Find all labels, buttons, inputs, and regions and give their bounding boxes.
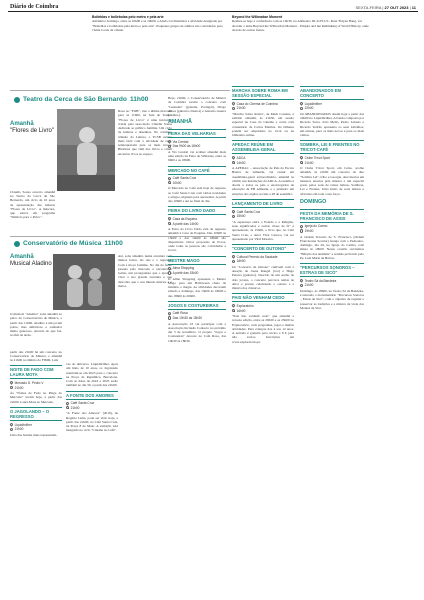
venue-label: Liquidbrilher: [304, 101, 322, 106]
location-pin-icon: [231, 304, 236, 309]
clock-icon: [168, 145, 171, 148]
column-1: [10, 312, 62, 592]
article-text: A Via Central vai acolher amanhã mais uma edição da Feira de Velharias, entre as 9h00 e as 18h00.: [168, 149, 226, 163]
kicker-flores: [10, 121, 55, 135]
time-label: 15h00: [236, 214, 246, 219]
event-time: [168, 144, 226, 148]
event-heading: APEDAC REÚNE EM ASSEMBLEIA-GERAL: [232, 140, 294, 154]
article-text: "A esperança entre o Estado e a Religião, seus significados e outras crises de fé" é apresentado, às 15h00, o livro que, no Café Santa Cruz, o autor Vitor Canoca, vai ser apresentado por Vital Moreira.: [232, 219, 294, 241]
article-text: O Mercado no Café está hoje de regresso ao Café Santa Cruz com várias novidades e artigos originais para apresentar. A partir das 10h00 e até ao final do dia.: [168, 186, 226, 204]
venue-label: Mercado D. Pedro V: [14, 380, 44, 385]
article-text: A Associação 23 vai participar com a Associação Inclusão Contacto no próximo dia 3 de novembro. O projeto "Jogos e Costureiras" decorre no Café Rosa, das 10h30 às 18h30.: [168, 321, 226, 343]
event-venue: [168, 176, 226, 180]
venue-label: Casa da Esquina: [172, 217, 197, 221]
clock-icon: [10, 386, 13, 389]
time-label: 19h00: [304, 228, 314, 233]
event-time: [300, 161, 364, 165]
location-pin-icon: [167, 176, 172, 181]
brief-text: Realiza-se hoje a conferência com as 14h30, no Anfiteatro III da FLUC. Peter Fidyan Bang, vai abordar o tema Beyond the Willowdan Moment – Empire and the Rethinking of World History, onde através de outras fontes.: [232, 19, 369, 32]
event-time: [66, 406, 118, 410]
article-text: vas do universo. Liquidbrilher. Após um hiato de 10 anos, os Jagolando reuniram-se em 2023 para o concerto na Praça da República, Barcelona. Com as datas de 2024 e 2025 serão também no dia 30, a partir das 21h00.: [66, 362, 118, 388]
event-heading: A FONTE DOS AMORES: [66, 391, 118, 400]
photo-aladino: [53, 254, 115, 310]
event-heading: ABANDONADOS EM CONCERTO: [300, 86, 364, 100]
section-title: AMANHÃ: [168, 119, 192, 126]
venue-label: Café Santa Cruz: [236, 209, 261, 214]
section-amanha: [168, 119, 226, 126]
clock-icon: [300, 107, 303, 110]
article-text: Até, sobe amanhã, numa aventura com muitos feitos. Os reis e o regresso. Com a moça Jasmine. No dia da festa, passeia pelo mercado e encontra o Génio, um protagonista que o ajuda a viver a sua grande aventura e que descobre que o seu mundo interior é o maior.: [118, 254, 172, 288]
location-pin-icon: [167, 217, 172, 222]
divider: [10, 90, 230, 91]
event-time: [232, 309, 294, 313]
venue-label: Exploratório: [236, 303, 254, 308]
event-time: [300, 229, 364, 233]
article-text: "Pais não venham cedo" que amanhã a novena edição, entre as 20h30 e as 23h00 no Exploratório, com programas, jogos e muitas atividades. Para crianças dos 4 aos 12 anos. A entrada é gratuita para sócios e 8 € para não sócios. Inscrições em www.exploratorio.pt.: [232, 314, 294, 344]
page-number: 11: [411, 5, 416, 10]
event-venue: [300, 156, 364, 160]
brief-text: Amanhã e domingo, entre as 10h00 e as 19h00, a Abela vai dinamizar a atividade designada por "Bolleblas e bollebolas pela metro e pela arte". Pequenos grupos de adultos são convidados para visitar locais da cidade.: [92, 19, 223, 32]
brief-willowdan: [232, 15, 372, 32]
clock-icon: [232, 215, 235, 218]
location-pin-icon: [299, 101, 304, 106]
time-label: A partir das 15h00: [172, 270, 199, 275]
article-text: A Feira do Livro Dado está de regresso amanhã à Casa da Esquina. Das 10h00 às 13h00 e das 14h00 às 18h00 são disponíveis vários propostas de livros, onde todas as pessoas são convidadas a trocar.: [168, 227, 226, 253]
venue-label: Clube Tricot Sport: [304, 156, 331, 160]
event-time: [232, 106, 294, 110]
clock-icon: [300, 284, 303, 287]
brief-title: Beyond the Willowdan Moment: [232, 15, 283, 19]
header-date: SEXTA-FEIRA | 27 OUT 2023 | 11: [355, 5, 416, 10]
venue-label: Via Central: [172, 139, 189, 144]
article-text: O Alma Shopping apresenta o Mestre Mago para um Halloween cheio de mistério e magia. As atividades decorrem sábado e domingo, das 15h00 às 18h00 e das 18h00 às 20h00.: [168, 276, 226, 298]
time-label: 21h00: [304, 160, 314, 165]
section-time: 11h00: [104, 240, 123, 247]
venue-label: ADCA: [236, 156, 246, 160]
event-heading: FEIRA DAS VELHARIAS: [168, 129, 226, 138]
time-label: 21h00: [14, 385, 24, 390]
article-text: O Clube Tricot Sport, em Celas, acolhe amanhã, às 21h00 um concerto do duo "Sombra Lei", tribo e Georgie, descobertos em intensos ensaios pela música e um especial gosto pelos sons de raízes latinas. Sombras, Lei e Frentes. Uma fusão de sons latinos e africanos em toda a sua força.: [300, 166, 364, 196]
article-text: Às "Noites de Fado no Pinga do Mercado" levam hoje, a partir das 21h00, Laura Mota ao Mercado.: [10, 391, 62, 404]
event-venue: [232, 255, 294, 259]
article-text: Cláudia Sousa encerra amanhã no Teatro da Cerca de São Bernardo, um ciclo de 10 anos de apresentação das leituras "Flores de Livro". A máscara, que esteve em programa "Silêncio para o Palco".: [10, 189, 55, 220]
event-time: [232, 161, 294, 165]
location-pin-icon: [9, 381, 14, 386]
event-heading: MESTRE MAGO: [168, 256, 226, 265]
location-pin-icon: [231, 209, 236, 214]
event-time: [232, 259, 294, 263]
time-label: 21h00: [14, 427, 24, 432]
time-label: Das 10h30 às 18h30: [172, 315, 202, 320]
photo-flores-de-livro: [57, 109, 115, 191]
time-label: 18h00: [236, 259, 246, 264]
kicker-headline: "Flores de Livro": [10, 127, 54, 134]
event-venue: [168, 140, 226, 144]
event-time: [300, 106, 364, 110]
event-venue: [300, 224, 364, 228]
location-pin-icon: [231, 254, 236, 259]
venue-label: Café Santa Cruz: [172, 176, 197, 181]
photo-image: [53, 254, 115, 310]
location-pin-icon: [167, 266, 172, 271]
article-text: Os ABANDONADOS atuam hoje a partir das 22h00 no Liquidbrilher. A banda composta por Ricardo Serra, João Mello, Pedro Lebado e Ricardo Teófilo apresenta os seus trabalhos, em estreia, para os mais novos e para os mais velhos.: [300, 111, 364, 138]
article-text: Rosa no "FOB", traz a última marcada para as 11h00, na Sala do Teatro. "Flores de Livro" é uma iniciativa criada pela associação Cláudia Sousa dedicada ao público familiar. Um ciclo de leituras e desenhos. No contínuo trânsito da Leitura, o TCSB estaria mais fácil com a atividade de ruas, reinterpretada para os mais novos. Histórias que vêm dos livros e criam encantos vivos no espaço.: [118, 109, 172, 156]
event-heading: JOGOS E COSTUREIRAS: [168, 301, 226, 310]
clock-icon: [232, 309, 235, 312]
clock-icon: [168, 222, 171, 225]
venue-label: Teatro Sá da Bandeira: [304, 278, 337, 283]
article-text: A Ordem Terceira de S. Francisco (Ordem Franciscana Secular) festeja com o Padroeiro, domingo, dia 29, na Igreja do Carmo, com missa às 19h00. Nessa ocasião ouviremos "Bênção dos Animais" e sermão proferido pelo Pe. Luís Maria de Barros.: [300, 234, 364, 260]
clock-icon: [232, 107, 235, 110]
kicker-aladino: [10, 254, 52, 268]
location-pin-icon: [167, 139, 172, 144]
event-heading: "CONCERTO DE OUTONO": [232, 244, 294, 253]
photo-image: [57, 109, 115, 191]
clock-icon: [168, 181, 171, 184]
clock-icon: [66, 406, 69, 409]
event-time: [300, 283, 364, 287]
event-heading: "PERCURSOS SONOROS – ESTRAS DE SICÓ": [300, 263, 364, 277]
event-venue: [10, 381, 62, 385]
section-domingo: [300, 199, 364, 206]
event-time: [168, 222, 226, 226]
section-title: DOMINGO: [300, 198, 327, 205]
time-label: 10h00: [172, 180, 182, 185]
column-4: [232, 86, 294, 596]
section-dot-icon: [14, 241, 20, 247]
event-heading: LANÇAMENTO DE LIVRO: [232, 199, 294, 208]
location-pin-icon: [65, 401, 70, 406]
time-label: 16h00: [236, 308, 246, 313]
venue-label: Alma Shopping: [172, 266, 195, 271]
time-label: Das 9h00 às 18h00: [172, 144, 201, 149]
section-time: 11h00: [129, 96, 149, 103]
clock-icon: [300, 229, 303, 232]
location-pin-icon: [9, 422, 14, 427]
location-pin-icon: [231, 156, 236, 161]
event-venue: [10, 423, 62, 427]
section-dot-icon: [14, 97, 20, 103]
location-pin-icon: [167, 311, 172, 316]
event-venue: [232, 210, 294, 214]
venue-label: Café Rosa: [172, 311, 188, 316]
time-label: 21h00: [70, 405, 80, 410]
clock-icon: [232, 161, 235, 164]
time-label: 21h00: [304, 283, 314, 288]
location-pin-icon: [299, 278, 304, 283]
column-5: [300, 86, 364, 596]
event-venue: [66, 401, 118, 405]
column-1-aladino: [10, 254, 52, 310]
section-title: Teatro da Cerca de São Bernardo: [23, 96, 127, 103]
brief-bolleblas: [92, 15, 224, 32]
event-time: [168, 316, 226, 320]
event-time: [10, 386, 62, 390]
kicker-headline: Musical Aladino: [10, 260, 52, 267]
article-text: Os "Concerto de Outono" cultivem com a atuação de Joana Rangel (voz) e Hugo Pereira (guitarra). Nascido de um sonho de dois jovens, o concerto percorre temas de amor e poesia, celebrando o outono e a música dos clássicos.: [232, 264, 294, 291]
event-venue: [168, 311, 226, 315]
kicker-label: Amanhã: [10, 254, 34, 260]
event-venue: [232, 304, 294, 308]
section-conservatorio: [14, 240, 123, 248]
article-text: "Marcha Sobre Roma", de Mark Cousins, é exibido amanhã, às 21h30, em sessão especial na Casa do Cinema e conta com comentário de Carlos Martins. Os bilhetes podem ser adquiridos no local ou na bilheteira online.: [232, 111, 294, 138]
venue-label: Liquidbrilher: [14, 422, 32, 427]
article-text: Uma das bandas mais representati-: [10, 432, 58, 437]
time-label: 14h00: [236, 160, 246, 165]
event-time: [168, 271, 226, 275]
column-2-top: [118, 109, 172, 234]
event-heading: FEIRA DO LIVRO DADO: [168, 206, 226, 215]
article-text: partir das 21h00 há um concerto no Conservatório de Música, e amanhã às 21h00 no âmbito do FIMD. Luís: [10, 349, 62, 362]
location-pin-icon: [299, 156, 304, 161]
article-text: "A Fonte dos Amores" (2016), de Rogério Lima, pode ser visto hoje, a partir das 21h00, no Café Santa Cruz, na Praça 8 de Maio. A exibição está integrada no ciclo "Cinema no Café".: [66, 411, 118, 433]
event-time: [10, 427, 62, 431]
column-3: [168, 96, 226, 596]
column-1-top: [10, 109, 55, 220]
event-heading: NOITE DE FADO COM LAURA MOTA: [10, 365, 62, 379]
clock-icon: [232, 260, 235, 263]
article-text: O musical "Aladino" sobe amanhã ao palco do Conservatório de Música, a partir das 11h00. Aladino é um jovem pobre, mas ambicioso e sonhador muito generoso. Através do que faz, no fim da tarde.: [10, 312, 62, 338]
column-2: [66, 362, 118, 592]
event-venue: [300, 102, 364, 106]
time-label: A partir das 14h00: [172, 221, 199, 226]
venue-label: Casa do Cinema de Coimbra: [236, 101, 278, 106]
event-heading: O JAGOLANDO – O REGRESSO: [10, 407, 62, 421]
clock-icon: [168, 271, 171, 274]
time-label: 22h00: [304, 106, 314, 111]
header-date-value: 27 OUT 2023: [384, 5, 409, 10]
clock-icon: [300, 161, 303, 164]
event-venue: [300, 279, 364, 283]
column-2-mid: [118, 254, 172, 358]
venue-label: Cultural Penedo da Saudade: [236, 254, 278, 259]
article-text: Hoje, 21h00, o Conservatório de Música de Coimbra recebe o concerto com "Lusiadas" (gratuita, Portugal), Diogo Alves (guitarra clássica) e Antonio Guerra (violino).: [168, 96, 226, 117]
clock-icon: [168, 316, 171, 319]
event-heading: FESTA DA MEMÓRIA DE S. FRANCISCO DE ASSIS: [300, 209, 364, 223]
event-heading: SOMBRA, LEI E FRENTES NO TRICOT-CAFÉ: [300, 140, 364, 154]
event-heading: MARCHA SOBRE ROMA EM SESSÃO ESPECIAL: [232, 86, 294, 100]
event-time: [168, 181, 226, 185]
event-heading: MERCADO NO CAFÉ: [168, 166, 226, 175]
event-venue: [232, 102, 294, 106]
event-venue: [168, 217, 226, 221]
kicker-label: Amanhã: [10, 121, 34, 127]
article-text: Domingo, às 18h00, no Teatro Sá da Bandeira, é estreado o documentário "Percursos Sonoros – Estras de Sicó", com o objetivo de registar e preservar as tradições e a música de viola dos Montes de Sicó.: [300, 288, 364, 310]
event-venue: [168, 266, 226, 270]
time-label: 21h30: [236, 106, 246, 111]
section-title: Conservatório de Música: [23, 240, 102, 247]
article-text: A APEDAC – Associação de Pais da Escola Básica de Almeida, vai reunir em assembleia-geral extraordinária, amanhã às 21h00, nas instalações da ADCA. A reunião é aberta a todos os pais e encarregados de educação da EB Almeida, e o primeiro em eleições dos órgãos sociais a 28 de setembro.: [232, 166, 294, 196]
brief-title: Bolleblas e bollebolas pelo metro e pela arte: [92, 15, 164, 19]
venue-label: Café Santa Cruz: [70, 401, 95, 406]
location-pin-icon: [299, 224, 304, 229]
location-pin-icon: [231, 101, 236, 106]
clock-icon: [10, 428, 13, 431]
event-heading: PAIS NÃO VENHAM CEDO: [232, 293, 294, 302]
event-venue: [232, 156, 294, 160]
masthead: Diário de Coimbra: [10, 4, 59, 10]
venue-label: Igreja do Carmo: [304, 224, 328, 229]
event-time: [232, 214, 294, 218]
page-header: [8, 4, 418, 12]
header-weekday: SEXTA-FEIRA: [355, 5, 382, 10]
section-teatro: [14, 96, 148, 104]
